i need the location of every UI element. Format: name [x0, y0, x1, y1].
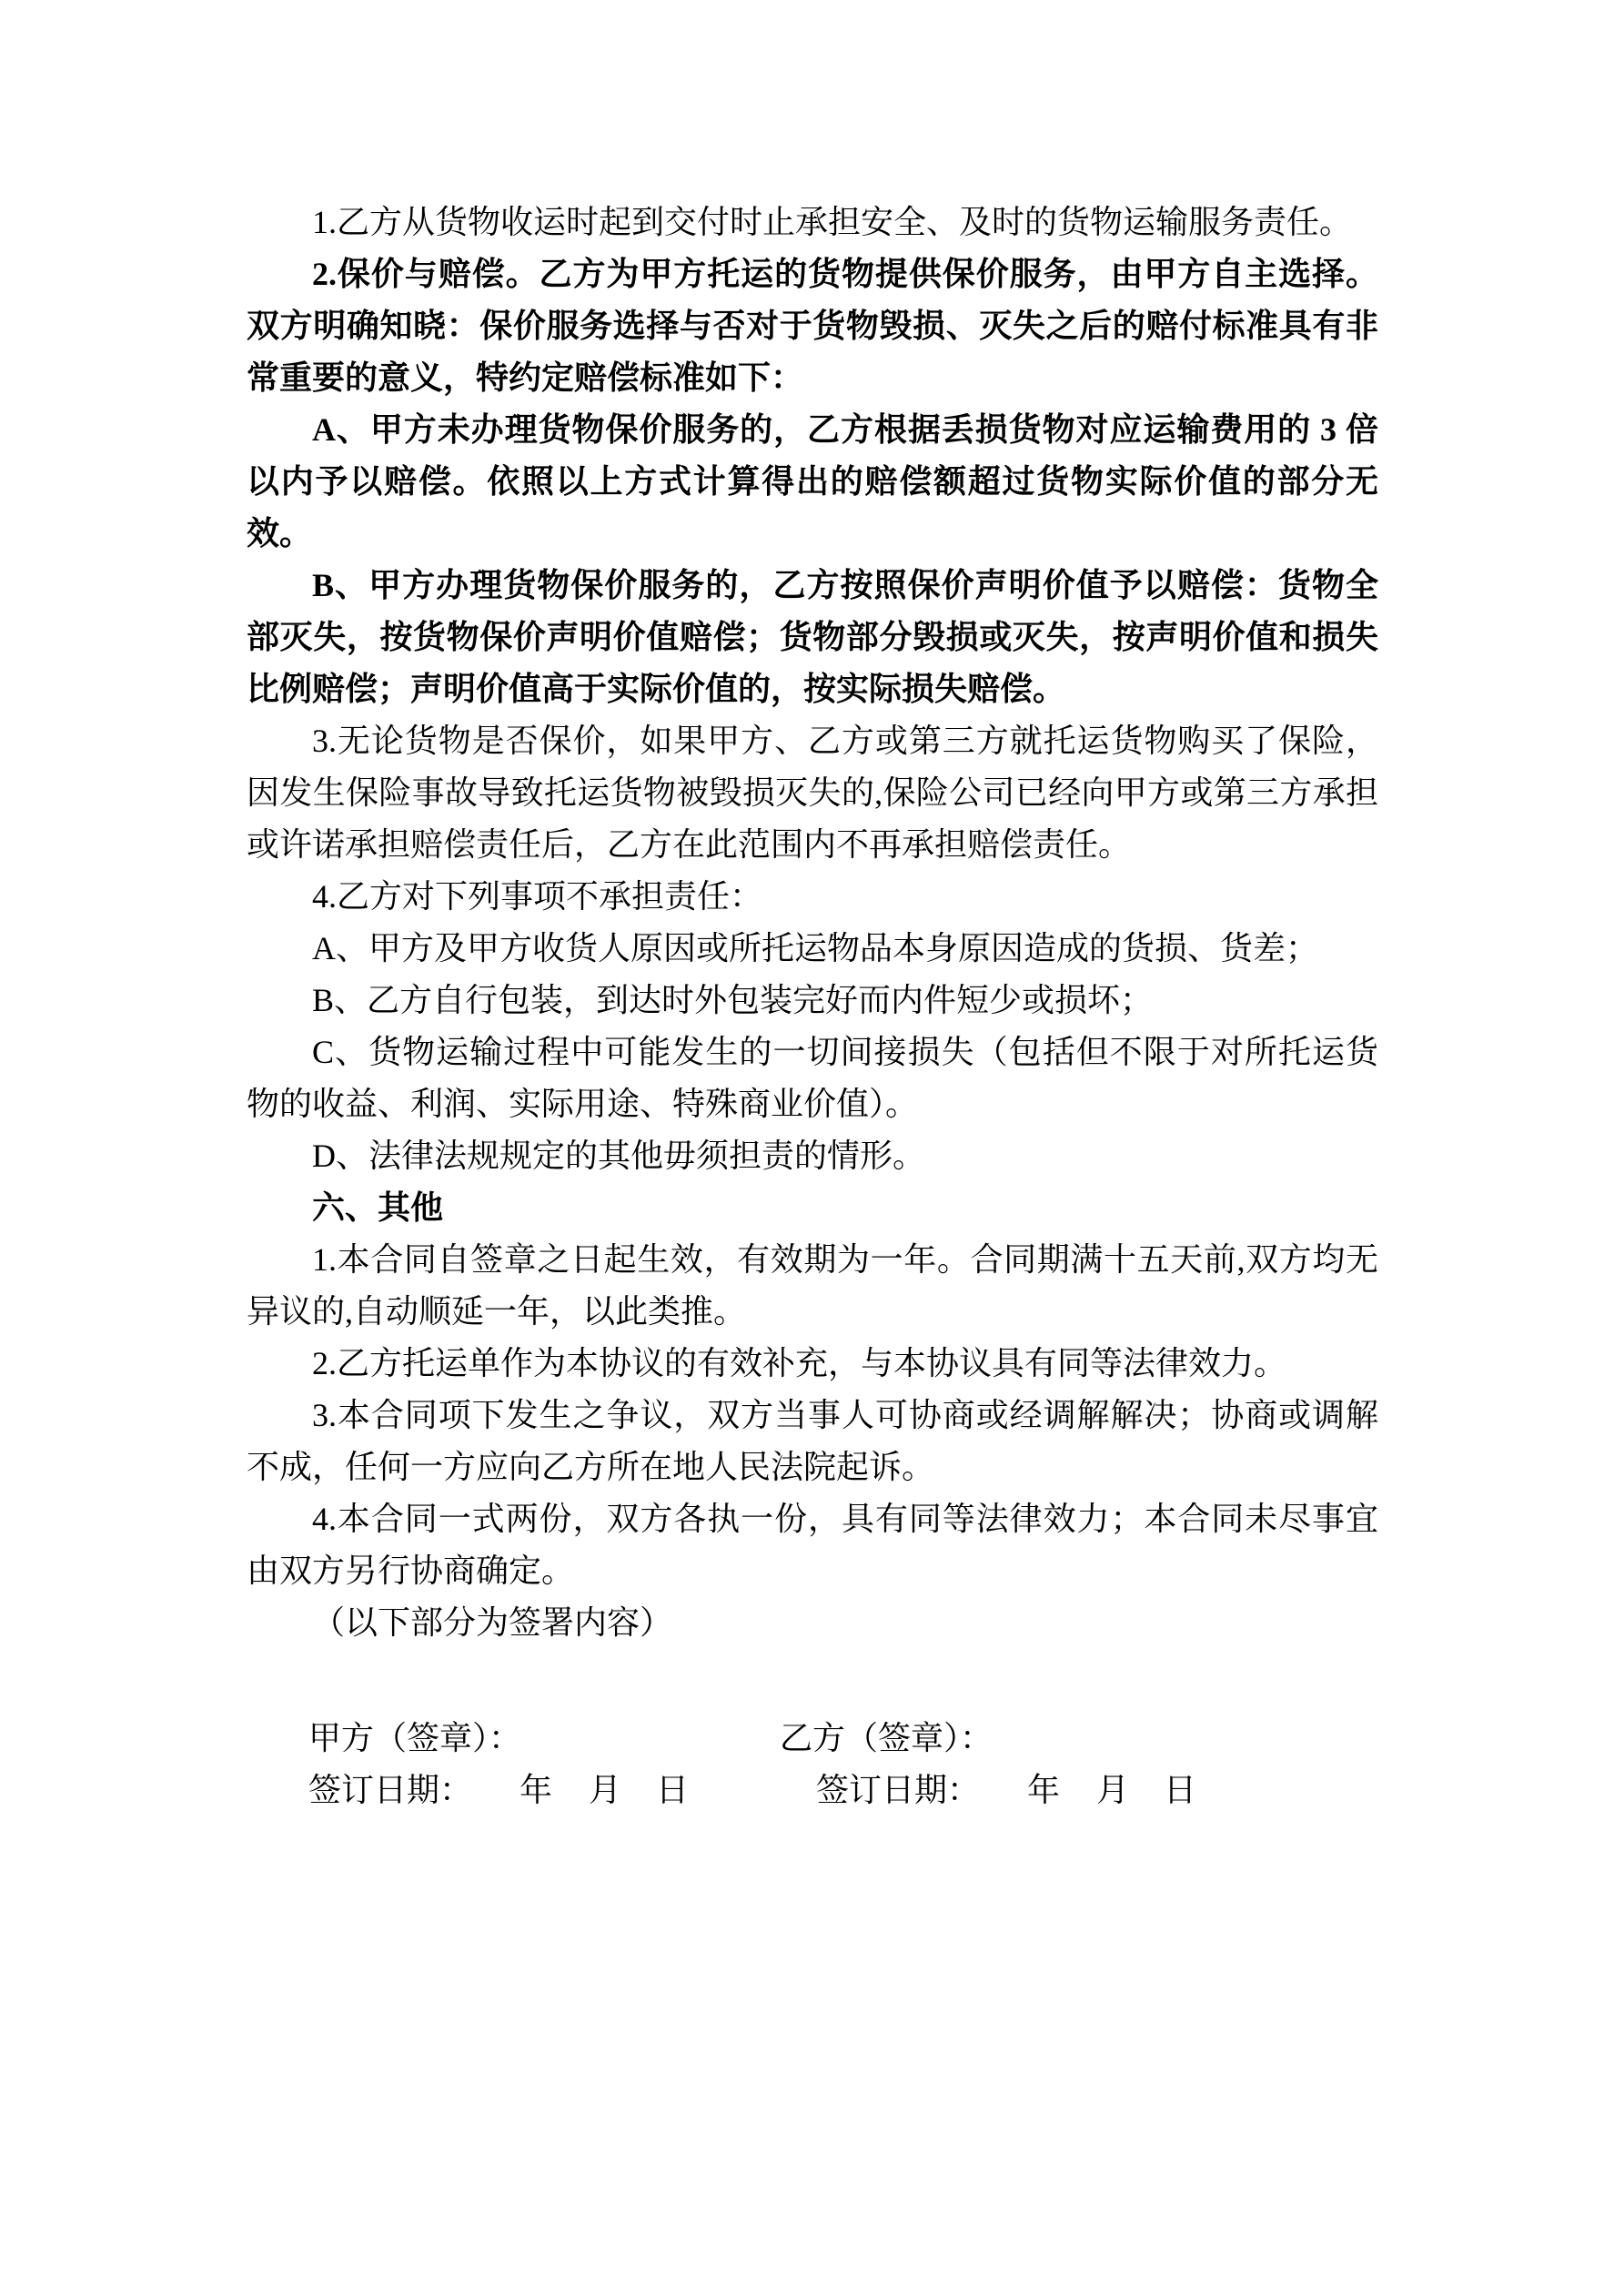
- party-b-date-line: [816, 1765, 1196, 1816]
- party-a-day-label: 日: [656, 1772, 690, 1808]
- party-a-date-line: [308, 1765, 816, 1816]
- clause-exemption-a: A、甲方及甲方收货人原因或所托运物品本身原因造成的货损、货差；: [312, 930, 1318, 966]
- clause-exemption-d: D、法律法规规定的其他毋须担责的情形。: [312, 1138, 925, 1174]
- date-row: [308, 1765, 1378, 1816]
- seal-row: [308, 1713, 1378, 1765]
- party-b-month-label: 月: [1096, 1772, 1130, 1808]
- clause-insured-compensation: B、甲方办理货物保价服务的，乙方按照保价声明价值予以赔偿：货物全部灭失，按货物保价声明价值赔偿；货物部分毁损或灭失，按声明价值和损失比例赔偿；声明价值高于实际价值的，按实际损失赔偿。: [247, 567, 1378, 707]
- party-a-date-label: 签订日期：: [308, 1772, 473, 1808]
- clause-carrier-liability: 1.乙方从货物收运时起到交付时止承担安全、及时的货物运输服务责任。: [312, 204, 1353, 240]
- party-a-month-label: 月: [589, 1772, 622, 1808]
- clause-dispute-resolution: 3.本合同项下发生之争议，双方当事人可协商或经调解解决；协商或调解不成，任何一方应向乙方所在地人民法院起诉。: [247, 1397, 1378, 1485]
- party-b-date-label: 签订日期：: [816, 1772, 981, 1808]
- clause-counterparts: 4.本合同一式两份，双方各执一份，具有同等法律效力；本合同未尽事宜由双方另行协商确定。: [247, 1501, 1378, 1589]
- party-a-seal-label: 甲方（签章）：: [308, 1720, 522, 1756]
- clause-exemption-c: C、货物运输过程中可能发生的一切间接损失（包括但不限于对所托运货物的收益、利润、实际用途、特殊商业价值）。: [247, 1034, 1378, 1122]
- signature-section-note: （以下部分为签署内容）: [312, 1604, 673, 1641]
- party-b-seal-label: 乙方（签章）：: [780, 1720, 994, 1756]
- party-a-year-label: 年: [519, 1772, 553, 1808]
- clause-waybill-supplement: 2.乙方托运单作为本协议的有效补充，与本协议具有同等法律效力。: [312, 1345, 1287, 1381]
- party-b-year-label: 年: [1027, 1772, 1061, 1808]
- party-b-day-label: 日: [1164, 1772, 1197, 1808]
- clause-term-validity: 1.本合同自签章之日起生效，有效期为一年。合同期满十五天前,双方均无异议的,自动顺延一年，以此类推。: [247, 1241, 1378, 1330]
- clause-exemptions-intro: 4.乙方对下列事项不承担责任：: [312, 878, 763, 915]
- clause-third-party-insurance: 3.无论货物是否保价，如果甲方、乙方或第三方就托运货物购买了保险，因发生保险事故导致托运货物被毁损灭失的,保险公司已经向甲方或第三方承担或许诺承担赔偿责任后，乙方在此范围内不再承担赔偿责任。: [247, 723, 1378, 863]
- signature-block: [247, 1713, 1378, 1816]
- clause-insurance-compensation-intro: 2.保价与赔偿。乙方为甲方托运的货物提供保价服务，由甲方自主选择。双方明确知晓：保价服务选择与否对于货物毁损、灭失之后的赔付标准具有非常重要的意义，特约定赔偿标准如下：: [247, 256, 1378, 396]
- clause-exemption-b: B、乙方自行包装，到达时外包装完好而内件短少或损坏；: [312, 982, 1154, 1018]
- clause-uninsured-compensation: A、甲方未办理货物保价服务的，乙方根据丢损货物对应运输费用的 3 倍以内予以赔偿。依照以上方式计算得出的赔偿额超过货物实际价值的部分无效。: [247, 411, 1378, 551]
- section-heading-others: 六、其他: [312, 1189, 444, 1226]
